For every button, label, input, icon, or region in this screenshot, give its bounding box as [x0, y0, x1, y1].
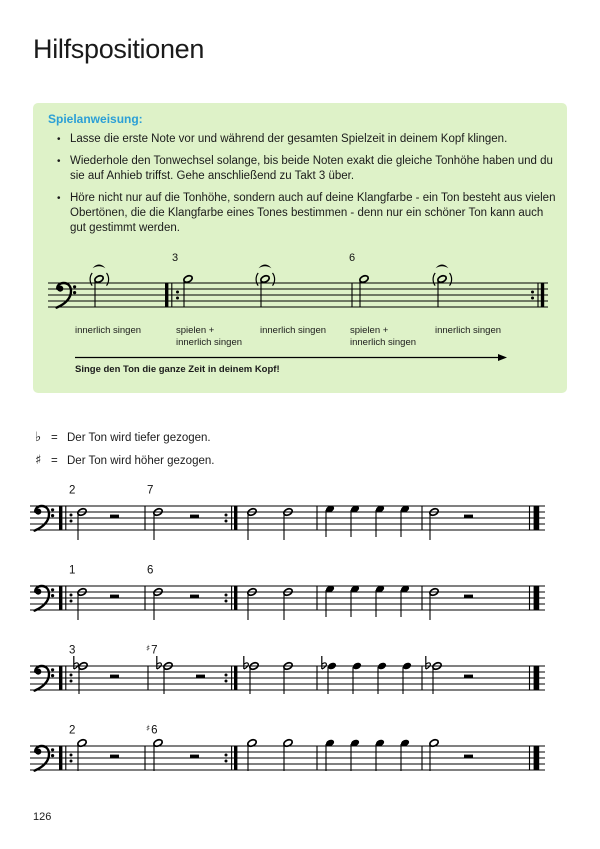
- page-title: Hilfspositionen: [33, 34, 205, 64]
- quarter-note: [350, 738, 360, 771]
- legend-row-flat: [35, 426, 214, 449]
- left-paren-icon: [256, 273, 258, 286]
- sharp-symbol: ♯: [35, 453, 42, 468]
- instruction-box: [33, 103, 567, 393]
- fermata-icon: [436, 265, 449, 269]
- right-paren-icon: [273, 273, 275, 286]
- staff-footer-note: Singe den Ton die ganze Zeit in deinem Kopf!: [75, 364, 280, 375]
- quarter-note: [325, 584, 335, 617]
- staff-lines: [48, 283, 548, 307]
- half-rest: [196, 675, 205, 678]
- annotation: innerlich singen: [435, 325, 502, 336]
- right-paren-icon: [107, 273, 109, 286]
- position-label-6: 6: [349, 252, 356, 264]
- half-note: [183, 275, 193, 307]
- staff: [30, 496, 545, 551]
- quarter-note: [400, 584, 410, 617]
- half-note: [153, 739, 163, 771]
- accidental-legend: [35, 426, 214, 472]
- half-rest: [110, 675, 119, 678]
- half-note: [359, 275, 369, 307]
- position-label: 3: [69, 644, 76, 657]
- position-label: ♯7: [146, 644, 158, 657]
- half-rest: [110, 755, 119, 758]
- instruction-bullets: [57, 132, 557, 243]
- annotation: innerlich singen: [260, 325, 327, 336]
- quarter-note: [350, 504, 360, 537]
- position-label: 7: [147, 484, 154, 497]
- fermata-icon: [259, 265, 272, 269]
- position-label: 6: [147, 564, 154, 577]
- staff: [30, 576, 545, 631]
- bullet-text: Lasse die erste Note vor und während der gesamten Spielzeit in deinem Kopf klingen.: [70, 133, 508, 145]
- position-label-3: 3: [172, 252, 179, 264]
- equals-sign: =: [51, 431, 58, 444]
- bullet-text: Höre nicht nur auf die Tonhöhe, sondern auch auf deine Klangfarbe - ein Ton besteht aus vielen Obertönen, die die Klangfarbe eines Tones bestimmen - denn nur ein schöner Ton kann auch gut gestimmt werden.: [70, 192, 556, 234]
- annotation: innerlich singen: [75, 325, 142, 336]
- bullet-item: [57, 191, 557, 236]
- exercise-staff-3: [30, 644, 550, 719]
- quarter-note: [375, 738, 385, 771]
- staff: [30, 656, 545, 711]
- page-number: 126: [33, 811, 52, 823]
- position-label: 2: [69, 484, 76, 497]
- half-rest: [464, 515, 473, 518]
- equals-sign: =: [51, 454, 58, 467]
- bullet-marker: •: [57, 134, 61, 145]
- half-note: [77, 739, 87, 771]
- half-rest: [464, 675, 473, 678]
- position-label: 1: [69, 564, 76, 577]
- half-rest: [464, 755, 473, 758]
- half-rest: [190, 515, 199, 518]
- annotation: spielen + innerlich singen: [176, 325, 243, 348]
- bullet-text: Wiederhole den Tonwechsel solange, bis beide Noten exakt die gleiche Tonhöhe haben und du sie auf Anhieb triffst. Gehe anschließend zu Takt 3 über.: [70, 155, 553, 182]
- legend-text: Der Ton wird tiefer gezogen.: [67, 431, 211, 444]
- exercise-staff-4: [30, 724, 550, 799]
- position-label: ♯6: [146, 724, 158, 737]
- half-note: [247, 739, 257, 771]
- staff: [30, 736, 545, 791]
- fermata-icon: [93, 265, 106, 269]
- left-paren-icon: [433, 273, 435, 286]
- annotation: spielen + innerlich singen: [350, 325, 417, 348]
- exercise-staff-2: [30, 564, 550, 639]
- flat-icon: [322, 656, 327, 669]
- legend-text: Der Ton wird höher gezogen.: [67, 454, 215, 467]
- half-rest: [110, 515, 119, 518]
- bullet-marker: •: [57, 193, 61, 204]
- half-note: [429, 739, 439, 771]
- flat-symbol: ♭: [35, 430, 42, 445]
- flat-icon: [244, 656, 249, 669]
- quarter-note: [400, 504, 410, 537]
- legend-row-sharp: [35, 449, 214, 472]
- half-note: [283, 739, 293, 771]
- half-note: [437, 275, 447, 307]
- quarter-note: [375, 584, 385, 617]
- half-note: [94, 275, 104, 307]
- instruction-heading: Spielanweisung:: [48, 112, 143, 126]
- flat-icon: [426, 656, 431, 669]
- half-rest: [464, 595, 473, 598]
- right-paren-icon: [450, 273, 452, 286]
- quarter-note: [350, 584, 360, 617]
- exercise-staff-1: [30, 484, 550, 559]
- bullet-item: [57, 132, 557, 147]
- left-paren-icon: [90, 273, 92, 286]
- quarter-note: [375, 504, 385, 537]
- bullet-item: [57, 154, 557, 184]
- quarter-note: [325, 504, 335, 537]
- timeline-arrow-icon: [75, 353, 507, 363]
- half-rest: [190, 595, 199, 598]
- example-staff: [48, 261, 548, 319]
- quarter-note: [325, 738, 335, 771]
- bullet-marker: •: [57, 156, 61, 167]
- half-rest: [190, 755, 199, 758]
- flat-icon: [157, 656, 162, 669]
- half-note: [260, 275, 270, 307]
- flat-icon: [74, 656, 79, 669]
- half-rest: [110, 595, 119, 598]
- quarter-note: [400, 738, 410, 771]
- position-label: 2: [69, 724, 76, 737]
